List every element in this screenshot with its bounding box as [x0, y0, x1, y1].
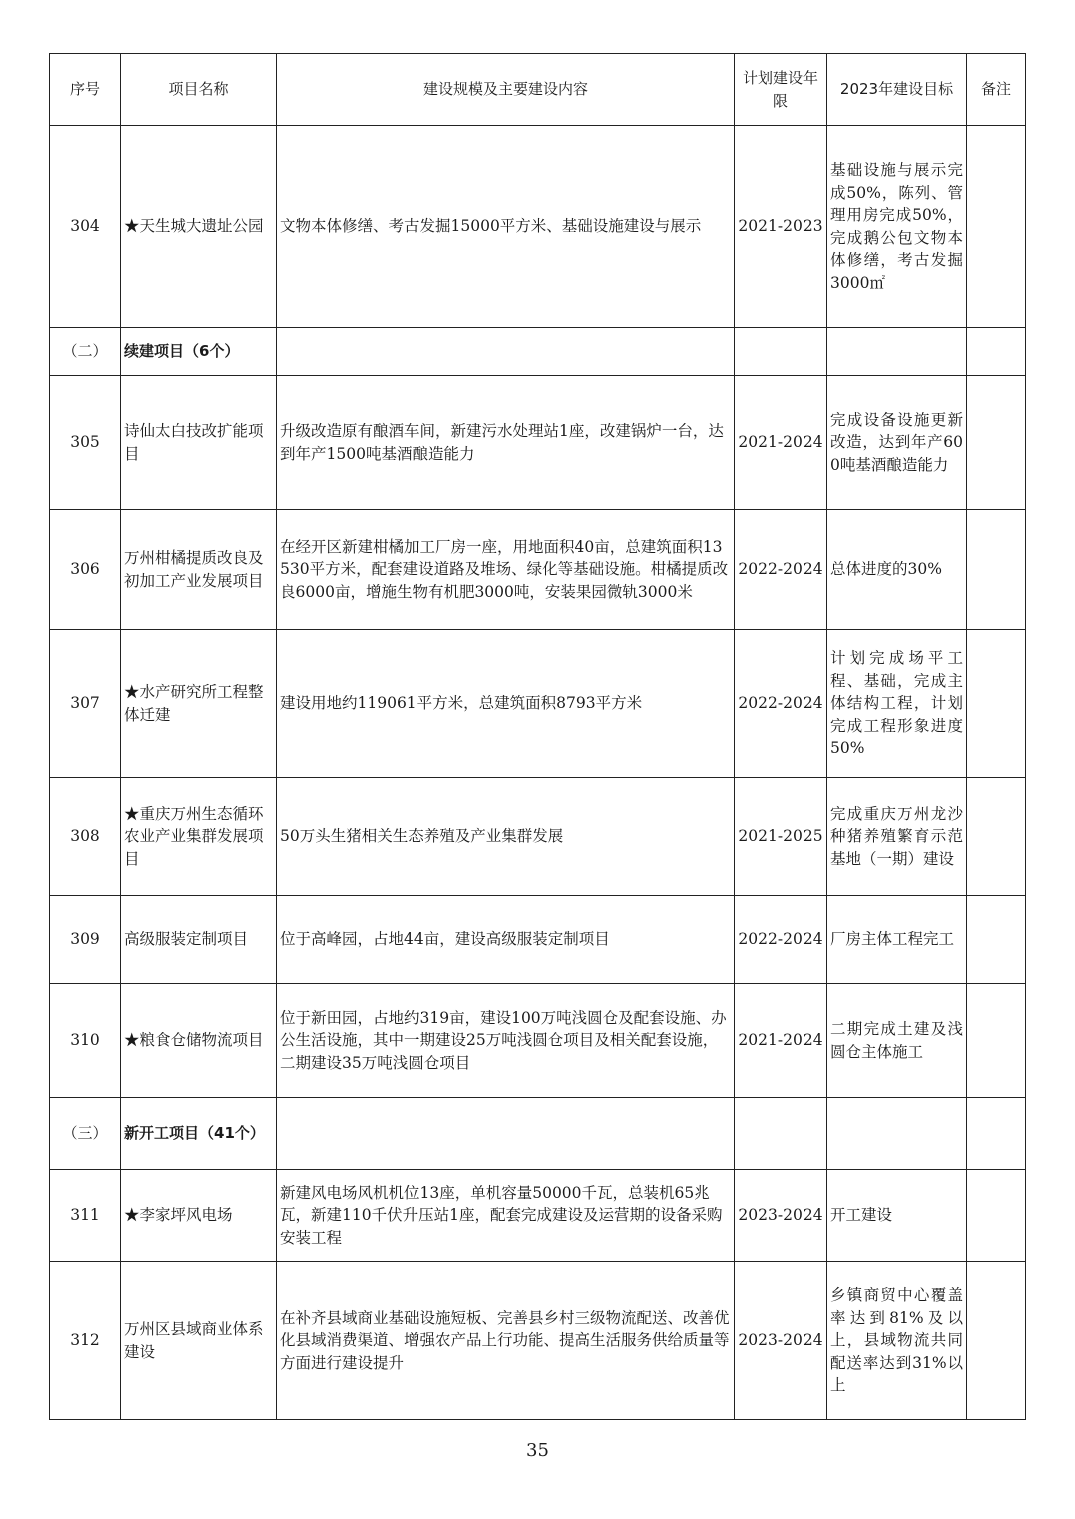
project-target: 总体进度的30% — [827, 510, 967, 630]
project-target: 厂房主体工程完工 — [827, 896, 967, 984]
project-row — [50, 778, 1026, 896]
project-name: 万州区县域商业体系建设 — [121, 1262, 277, 1420]
project-seq: 310 — [50, 984, 121, 1098]
project-years: 2021-2024 — [735, 376, 827, 510]
project-target: 基础设施与展示完成50%，陈列、管理用房完成50%，完成鹅公包文物本体修缮，考古发掘3000㎡ — [827, 126, 967, 328]
project-note — [967, 630, 1026, 778]
project-note — [967, 126, 1026, 328]
project-row — [50, 1262, 1026, 1420]
section-empty-content — [277, 1098, 735, 1170]
project-target: 开工建设 — [827, 1170, 967, 1262]
project-target: 二期完成土建及浅圆仓主体施工 — [827, 984, 967, 1098]
project-name: ★粮食仓储物流项目 — [121, 984, 277, 1098]
project-seq: 312 — [50, 1262, 121, 1420]
section-number: （二） — [50, 328, 121, 376]
project-name: ★李家坪风电场 — [121, 1170, 277, 1262]
project-row — [50, 510, 1026, 630]
project-target: 计划完成场平工程、基础，完成主体结构工程，计划完成工程形象进度50% — [827, 630, 967, 778]
header-target: 2023年建设目标 — [827, 54, 967, 126]
project-name: ★水产研究所工程整体迁建 — [121, 630, 277, 778]
project-note — [967, 984, 1026, 1098]
project-table-body — [50, 54, 1026, 1420]
section-empty-target — [827, 1098, 967, 1170]
project-content: 新建风电场风机机位13座，单机容量50000千瓦，总装机65兆瓦，新建110千伏升压站1座，配套完成建设及运营期的设备采购安装工程 — [277, 1170, 735, 1262]
section-empty-years — [735, 1098, 827, 1170]
section-row — [50, 1098, 1026, 1170]
project-row — [50, 984, 1026, 1098]
project-row — [50, 896, 1026, 984]
project-name: 万州柑橘提质改良及初加工产业发展项目 — [121, 510, 277, 630]
project-target: 完成设备设施更新改造，达到年产600吨基酒酿造能力 — [827, 376, 967, 510]
project-content: 50万头生猪相关生态养殖及产业集群发展 — [277, 778, 735, 896]
project-row — [50, 630, 1026, 778]
section-empty-note — [967, 1098, 1026, 1170]
section-title: 续建项目（6个） — [121, 328, 277, 376]
section-empty-years — [735, 328, 827, 376]
project-seq: 309 — [50, 896, 121, 984]
project-target: 完成重庆万州龙沙种猪养殖繁育示范基地（一期）建设 — [827, 778, 967, 896]
project-years: 2022-2024 — [735, 896, 827, 984]
project-content: 升级改造原有酿酒车间，新建污水处理站1座，改建锅炉一台，达到年产1500吨基酒酿造能力 — [277, 376, 735, 510]
project-seq: 311 — [50, 1170, 121, 1262]
project-note — [967, 1262, 1026, 1420]
section-number: （三） — [50, 1098, 121, 1170]
header-years: 计划建设年限 — [735, 54, 827, 126]
project-note — [967, 510, 1026, 630]
project-name: 高级服装定制项目 — [121, 896, 277, 984]
section-row — [50, 328, 1026, 376]
project-seq: 307 — [50, 630, 121, 778]
project-content: 位于高峰园，占地44亩，建设高级服装定制项目 — [277, 896, 735, 984]
project-row — [50, 1170, 1026, 1262]
project-table — [49, 53, 1026, 1420]
project-years: 2021-2023 — [735, 126, 827, 328]
project-note — [967, 896, 1026, 984]
page-number: 35 — [526, 1440, 549, 1461]
project-content: 建设用地约119061平方米，总建筑面积8793平方米 — [277, 630, 735, 778]
project-years: 2023-2024 — [735, 1170, 827, 1262]
project-content: 文物本体修缮、考古发掘15000平方米、基础设施建设与展示 — [277, 126, 735, 328]
project-content: 在补齐县域商业基础设施短板、完善县乡村三级物流配送、改善优化县域消费渠道、增强农产品上行功能、提高生活服务供给质量等方面进行建设提升 — [277, 1262, 735, 1420]
header-note: 备注 — [967, 54, 1026, 126]
project-years: 2021-2024 — [735, 984, 827, 1098]
header-content: 建设规模及主要建设内容 — [277, 54, 735, 126]
project-years: 2022-2024 — [735, 510, 827, 630]
project-content: 位于新田园，占地约319亩，建设100万吨浅圆仓及配套设施、办公生活设施，其中一期建设25万吨浅圆仓项目及相关配套设施，二期建设35万吨浅圆仓项目 — [277, 984, 735, 1098]
table-header-row — [50, 54, 1026, 126]
section-empty-target — [827, 328, 967, 376]
project-note — [967, 376, 1026, 510]
project-seq: 306 — [50, 510, 121, 630]
project-name: 诗仙太白技改扩能项目 — [121, 376, 277, 510]
project-target: 乡镇商贸中心覆盖率达到81%及以上，县域物流共同配送率达到31%以上 — [827, 1262, 967, 1420]
project-note — [967, 778, 1026, 896]
section-empty-content — [277, 328, 735, 376]
project-name: ★重庆万州生态循环农业产业集群发展项目 — [121, 778, 277, 896]
header-seq: 序号 — [50, 54, 121, 126]
project-seq: 308 — [50, 778, 121, 896]
project-name: ★天生城大遗址公园 — [121, 126, 277, 328]
project-note — [967, 1170, 1026, 1262]
project-content: 在经开区新建柑橘加工厂房一座，用地面积40亩，总建筑面积13530平方米，配套建设道路及堆场、绿化等基础设施。柑橘提质改良6000亩，增施生物有机肥3000吨，安装果园微轨3000米 — [277, 510, 735, 630]
section-empty-note — [967, 328, 1026, 376]
project-years: 2023-2024 — [735, 1262, 827, 1420]
project-row — [50, 126, 1026, 328]
project-seq: 304 — [50, 126, 121, 328]
project-years: 2022-2024 — [735, 630, 827, 778]
project-years: 2021-2025 — [735, 778, 827, 896]
section-title: 新开工项目（41个） — [121, 1098, 277, 1170]
project-row — [50, 376, 1026, 510]
header-name: 项目名称 — [121, 54, 277, 126]
project-seq: 305 — [50, 376, 121, 510]
